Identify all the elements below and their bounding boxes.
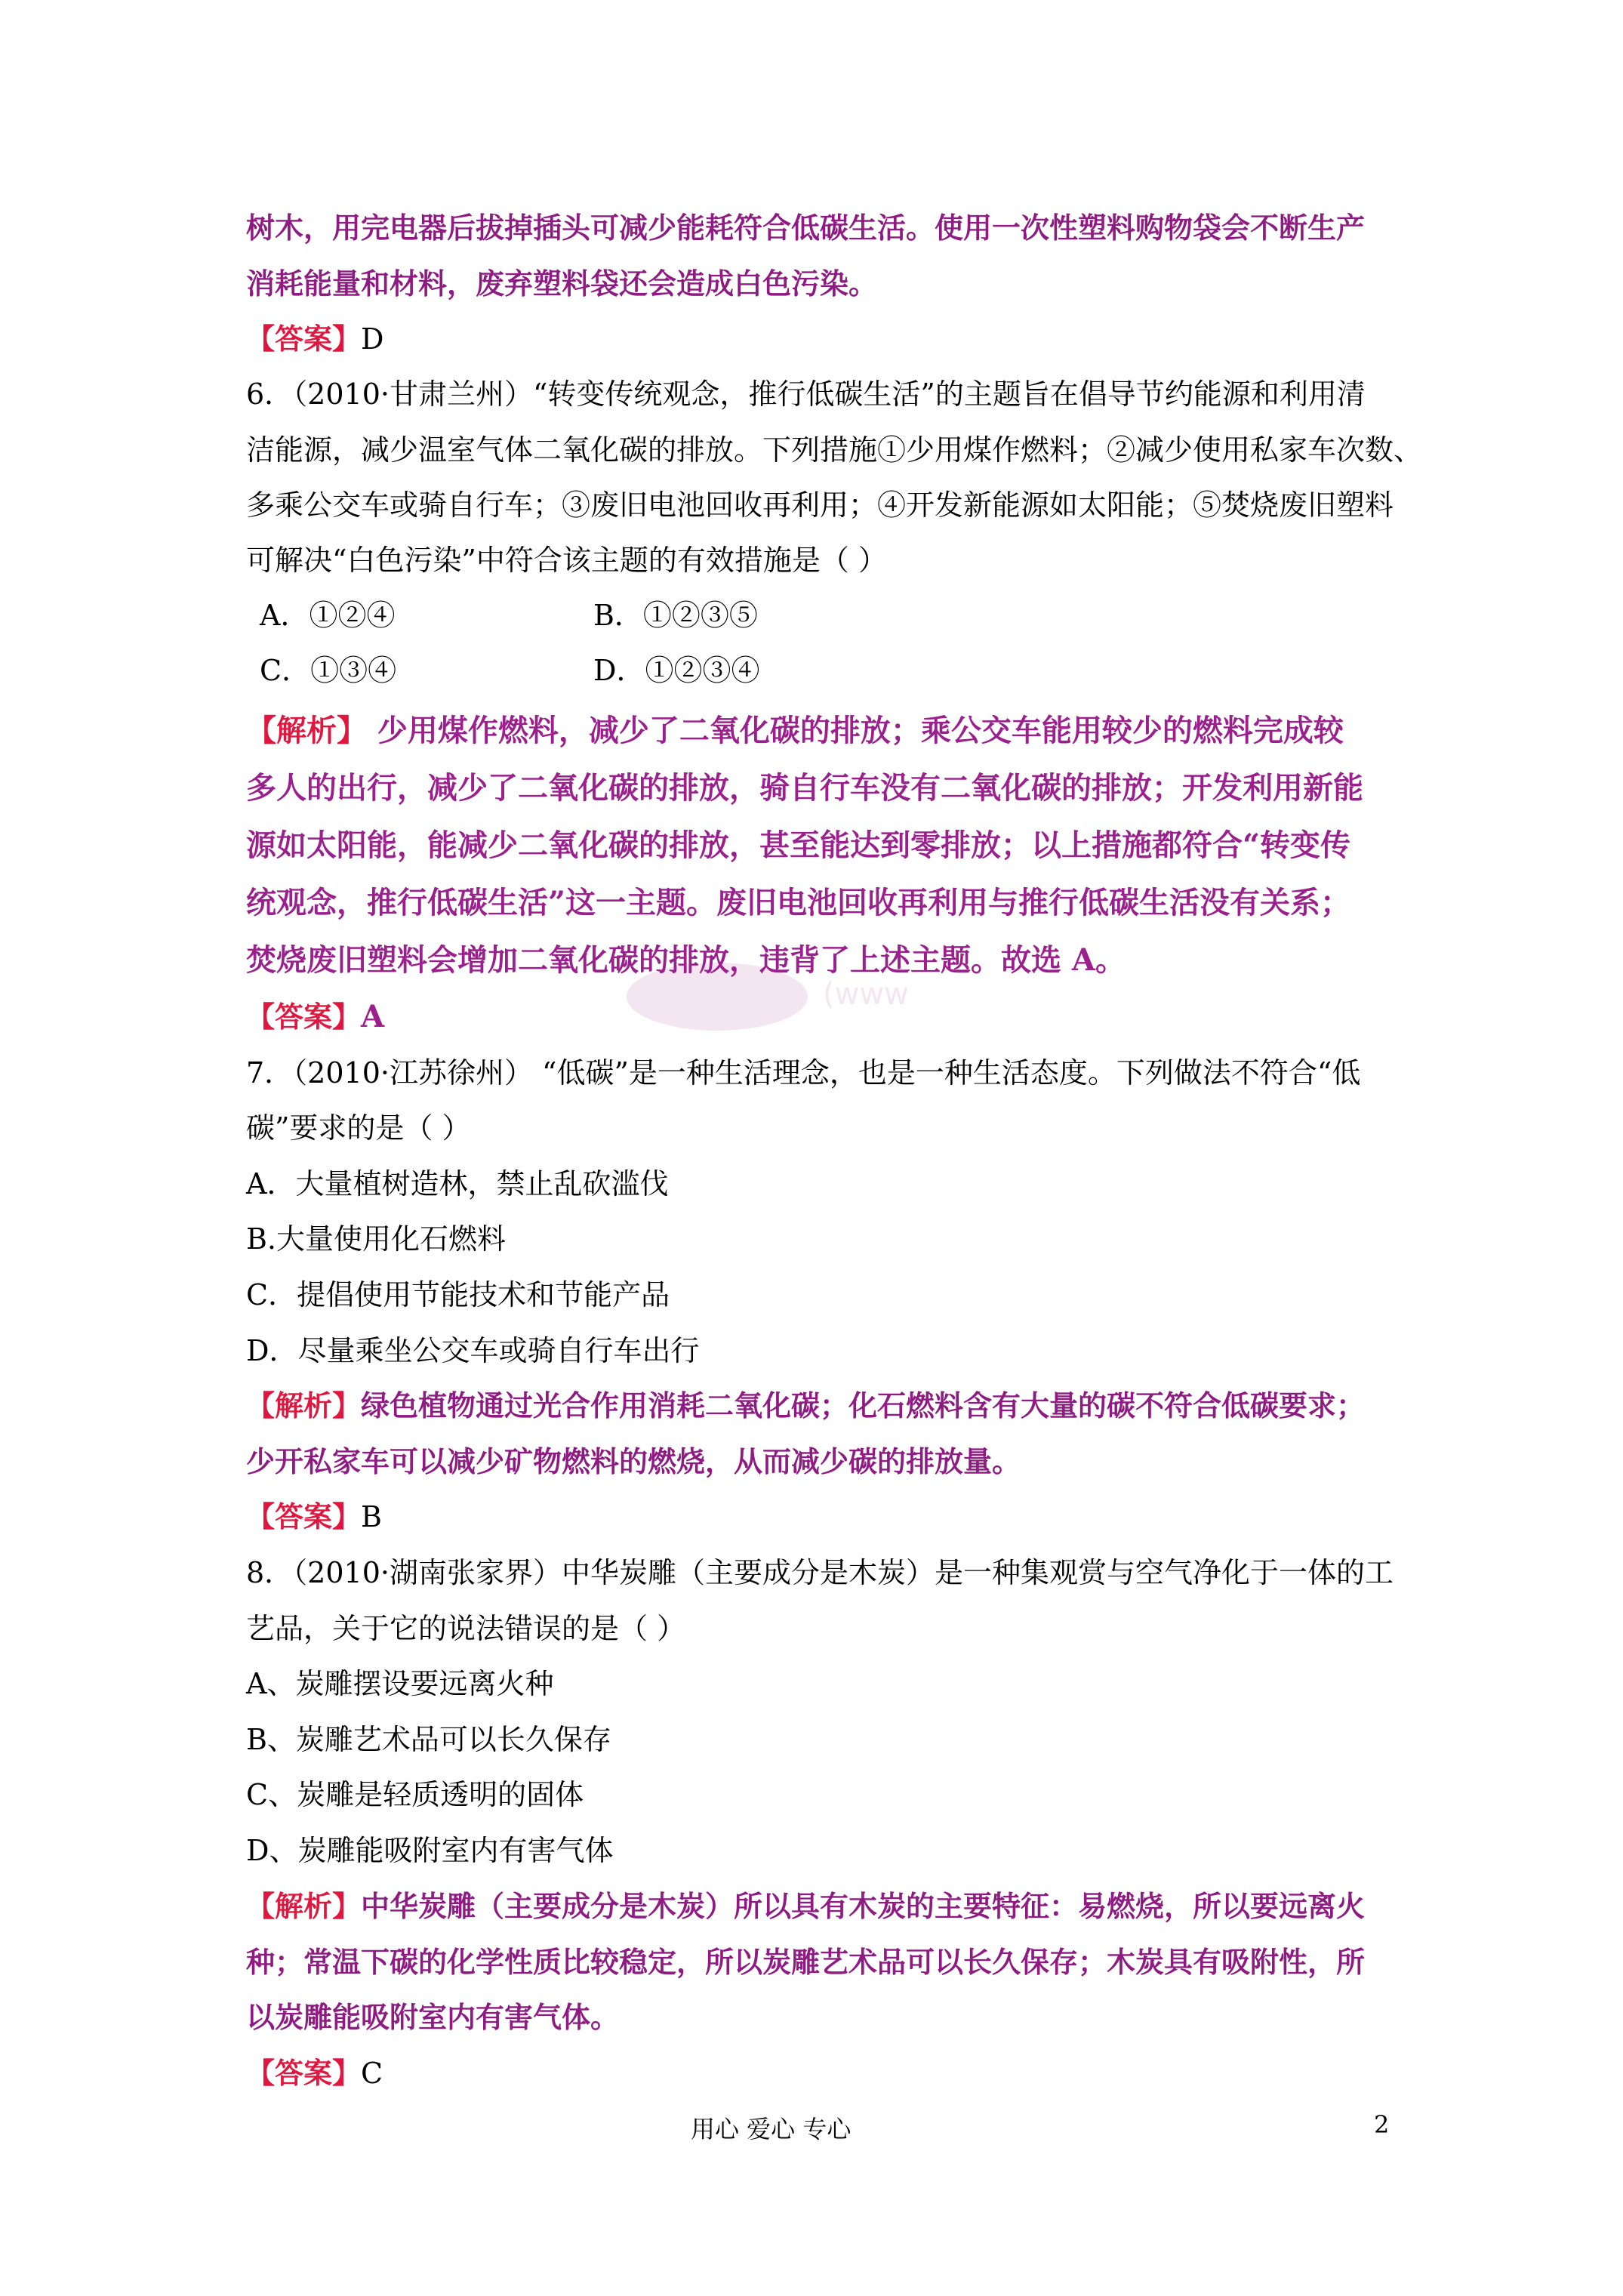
q6-stem-line-2: 洁能源，减少温室气体二氧化碳的排放。下列措施①少用煤作燃料；②减少使用私家车次数、 — [246, 433, 1423, 467]
q7-explanation-line-1 — [246, 1388, 1365, 1424]
q8-explanation-line-3: 以炭雕能吸附室内有害气体。 — [246, 2000, 620, 2034]
q7-answer — [246, 1499, 382, 1535]
q6-option-b: B．①②③⑤ — [593, 599, 758, 632]
explanation-label: 【解析】 — [246, 1388, 362, 1422]
q5-explanation-line-1: 树木，用完电器后拔掉插头可减少能耗符合低碳生活。使用一次性塑料购物袋会不断生产 — [246, 211, 1366, 245]
q6-explanation-line-3: 源如太阳能，能减少二氧化碳的排放，甚至能达到零排放；以上措施都符合“转变传 — [246, 827, 1351, 863]
answer-value: A — [361, 999, 385, 1034]
q7-stem-line-2: 碳”要求的是（ ） — [246, 1111, 471, 1145]
q6-explanation-line-4: 统观念，推行低碳生活”这一主题。废旧电池回收再利用与推行低碳生活没有关系； — [246, 885, 1351, 920]
answer-label: 【答案】 — [246, 2056, 362, 2090]
q8-stem-line-1: 8．（2010·湖南张家界）中华炭雕（主要成分是木炭）是一种集观赏与空气净化于一体的工 — [246, 1556, 1394, 1589]
q6-stem-line-3: 多乘公交车或骑自行车；③废旧电池回收再利用；④开发新能源如太阳能；⑤焚烧废旧塑料 — [246, 488, 1394, 522]
footer-motto: 用心 爱心 专心 — [691, 2115, 852, 2143]
q5-explanation-line-2: 消耗能量和材料，废弃塑料袋还会造成白色污染。 — [246, 267, 878, 300]
answer-label: 【答案】 — [246, 322, 362, 356]
q7-explanation-line-2: 少开私家车可以减少矿物燃料的燃烧，从而减少碳的排放量。 — [246, 1444, 1021, 1478]
answer-label: 【答案】 — [246, 1499, 362, 1533]
answer-value: B — [361, 1500, 382, 1533]
q7-option-b: B.大量使用化石燃料 — [246, 1222, 507, 1256]
q6-explanation-line-5: 焚烧废旧塑料会增加二氧化碳的排放，违背了上述主题。故选 A。 — [246, 942, 1126, 978]
q6-explanation-line-1 — [246, 713, 1344, 749]
q6-stem-line-1: 6．（2010·甘肃兰州）“转变传统观念，推行低碳生活”的主题旨在倡导节约能源和利用清 — [246, 378, 1366, 411]
answer-value: D — [361, 322, 384, 356]
q6-option-c: C．①③④ — [260, 654, 397, 687]
q6-option-a: A．①②④ — [260, 599, 396, 632]
q6-stem-line-4: 可解决“白色污染”中符合该主题的有效措施是（ ） — [246, 544, 887, 577]
answer-label: 【答案】 — [246, 1000, 362, 1034]
q8-option-c: C、炭雕是轻质透明的固体 — [246, 1778, 584, 1811]
svg-text:(www: (www — [823, 977, 909, 1012]
q5-answer — [246, 321, 383, 357]
explanation-label: 【解析】 — [246, 1889, 362, 1923]
q6-answer — [246, 999, 384, 1035]
q7-option-d: D．尽量乘坐公交车或骑自行车出行 — [246, 1334, 700, 1367]
explanation-text: 中华炭雕（主要成分是木炭）所以具有木炭的主要特征：易燃烧，所以要远离火 — [361, 1889, 1366, 1923]
q7-option-a: A．大量植树造林，禁止乱砍滥伐 — [246, 1167, 669, 1200]
page-number: 2 — [1374, 2110, 1390, 2139]
explanation-text: 少用煤作燃料，减少了二氧化碳的排放；乘公交车能用较少的燃料完成较 — [367, 713, 1344, 748]
answer-value: C — [361, 2057, 383, 2090]
q8-explanation-line-2: 种；常温下碳的化学性质比较稳定，所以炭雕艺术品可以长久保存；木炭具有吸附性，所 — [246, 1945, 1366, 1979]
q8-option-a: A、炭雕摆设要远离火种 — [246, 1667, 554, 1700]
q6-option-d: D．①②③④ — [593, 654, 760, 687]
explanation-text: 绿色植物通过光合作用消耗二氧化碳；化石燃料含有大量的碳不符合低碳要求； — [361, 1388, 1366, 1422]
explanation-label: 【解析】 — [246, 713, 367, 748]
q8-explanation-line-1 — [246, 1888, 1365, 1925]
q7-stem-line-1: 7．（2010·江苏徐州） “低碳”是一种生活理念，也是一种生活态度。下列做法不符合“低 — [246, 1056, 1361, 1089]
q8-option-d: D、炭雕能吸附室内有害气体 — [246, 1834, 614, 1867]
q8-stem-line-2: 艺品，关于它的说法错误的是（ ） — [246, 1612, 686, 1645]
q8-option-b: B、炭雕艺术品可以长久保存 — [246, 1723, 611, 1756]
q6-explanation-line-2: 多人的出行，减少了二氧化碳的排放，骑自行车没有二氧化碳的排放；开发利用新能 — [246, 770, 1363, 806]
q7-option-c: C．提倡使用节能技术和节能产品 — [246, 1278, 670, 1311]
q8-answer — [246, 2055, 383, 2091]
